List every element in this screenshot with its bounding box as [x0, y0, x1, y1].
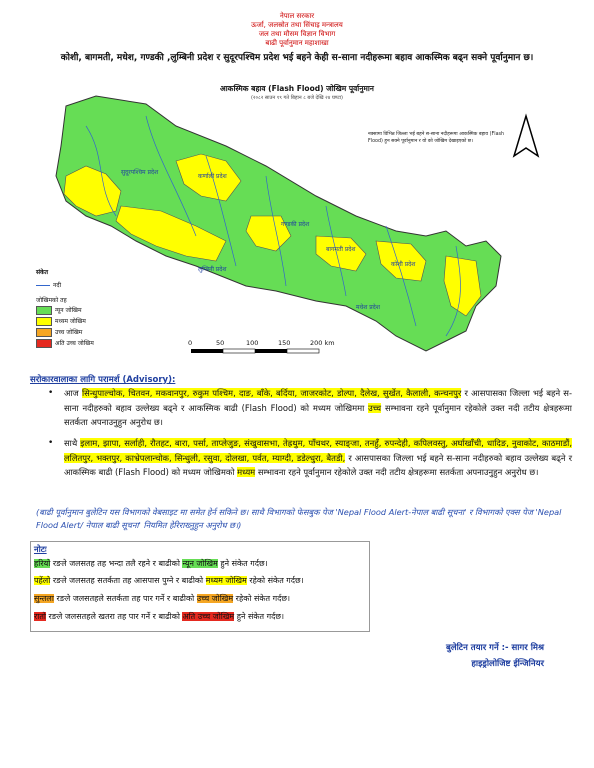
header-govt: नेपाल सरकार [279, 12, 315, 20]
note-text: रङले जलसतहले खतरा तह पार गर्ने र बाढीको [45, 612, 183, 621]
p1-post: सम्भावना रहने पूर्वानुमान रहेकोले उक्त नदी तटीय क्षेत्रहरूमा सतर्कता अपनाउनुहुन अनुरोध छ। [64, 402, 572, 427]
note-line-red [34, 610, 284, 624]
advisory-title: सरोकारवालाका लागि परामर्श (Advisory): [30, 375, 176, 385]
info-note: (बाढी पूर्वानुमान बुलेटिन यस विभागको वेबसाइट मा समेत हेर्न सकिने छ। साथै विभागको फेसबुक पेज 'Nepal Flood Alert-नेपाल बाढी सूचना' र विभागको एक्स पेज 'Nepal Flood Alert/ नेपाल बाढी सूचना' नियमित हेरिराख्नुहुन अनुरोध छ।) [36, 507, 562, 530]
yellow-label: पहेंलो [34, 576, 51, 585]
red-label: रातो [34, 612, 46, 621]
scale-bar [191, 349, 319, 353]
green-label: हरियो [34, 559, 51, 568]
province-label: कर्णाली प्रदेश [198, 173, 227, 180]
low-swatch-icon [36, 306, 52, 315]
legend-low [36, 306, 82, 315]
scale-label: 200 km [310, 339, 335, 347]
p1-mid: र आसपासका जिल्ला भई बहने स-साना नदीहरुको बहाव उल्लेख्य बढ्ने र आकस्मिक बाढी (Flash Flood) को मध्यम जोखिममा [64, 388, 572, 413]
bullet-icon: • [48, 438, 54, 448]
p2-districts: इलाम, झापा, सर्लाही, रौतहट, बारा, पर्सा, ताप्लेजुङ, संखुवासभा, तेह्रथुम, पाँचथर, स्याङ्जा, तनहुँ, रुपन्देही, कपिलवस्तु, अर्घाखाँची, धादिङ, नुवाकोट, काठमाडौं, ललितपुर, भक्तपुर, काभ्रेपलान्चोक, सिन्धुली, रसुवा, दोलखा, पर्वत, म्याग्दी, डडेल्धुरा, बैतडी, [64, 438, 572, 463]
medium-risk-label: मध्यम जोखिम [205, 576, 247, 585]
note-text: हुने संकेत गर्दछ। [217, 559, 268, 568]
notes-title: नोटः [34, 544, 47, 554]
legend-signs-title: संकेत [36, 269, 49, 276]
note-text: रङले जलसतह तह भन्दा तलै रहने र बाढीको [50, 559, 183, 568]
low-risk-label: न्यून जोखिम [182, 559, 218, 568]
map-note: नक्सामा विभिन्न जिल्ला भई बहने स-साना नदीहरूमा आकस्मिक बहाव (Flash Flood) हुन सक्ने पूर्वानुमान र यो को जोखिम देखाइएको छ। [368, 132, 505, 144]
p1-highlight: उच्च [368, 402, 382, 413]
legend-veryhigh [36, 339, 94, 348]
scale-label: 100 [246, 339, 259, 347]
legend-medium-label: मध्यम जोखिम [55, 318, 86, 325]
legend-veryhigh-label: अति उच्च जोखिम [55, 340, 94, 347]
province-label: मधेश प्रदेश [356, 304, 380, 311]
veryhigh-risk-label: अति उच्च जोखिम [182, 612, 235, 621]
header-ministry: ऊर्जा, जलस्रोत तथा सिंचाइ मन्त्रालय [251, 21, 343, 29]
province-label: लुम्बिनी प्रदेश [198, 266, 227, 273]
advisory-paragraph-1 [64, 386, 572, 430]
veryhigh-swatch-icon [36, 339, 52, 348]
headline: कोशी, बागमती, मधेश, गण्डकी ,लुम्बिनी प्रदेश र सुदूरपश्चिम प्रदेश भई बहने केही स-साना नदीहरूमा बहाव आकस्मिक बढ्न सक्ने पूर्वानुमान छ। [60, 53, 534, 63]
scale-label: 150 [278, 339, 291, 347]
high-swatch-icon [36, 328, 52, 337]
scale-label: 50 [216, 339, 225, 347]
advisory-paragraph-2 [64, 436, 572, 480]
signature-title: हाइड्रोलोजिष्ट ईन्जिनियर [471, 659, 544, 669]
high-risk-label: उच्च जोखिम [196, 594, 234, 603]
river-line-icon [36, 285, 50, 286]
header-division: बाढी पूर्वानुमान महाशाखा [265, 39, 329, 47]
orange-label: सुन्तला [34, 594, 54, 603]
p1-districts: सिन्धुपाल्चोक, चितवन, मकवानपुर, रुकुम पश्चिम, दाङ, बाँके, बर्दिया, जाजरकोट, डोल्पा, दैलेख, सुर्खेत, कैलाली, कन्चनपुर [81, 388, 462, 398]
legend-high-label: उच्च जोखिम [55, 329, 83, 336]
header-department: जल तथा मौसम विज्ञान विभाग [258, 30, 336, 38]
legend-river [36, 281, 61, 290]
legend-high [36, 328, 82, 337]
province-label: सुदूरपश्चिम प्रदेश [121, 169, 159, 176]
note-text: रहेको संकेत गर्दछ। [233, 594, 291, 603]
legend-risk-title: जोखिमको तह [36, 297, 67, 304]
p1-pre: आज [64, 388, 82, 398]
p2-mid: र आसपासका जिल्ला भई बहने स-साना नदीहरुको बहाव उल्लेख्य बढ्ने र आकस्मिक बाढी (Flash Flood) को मध्यम जोखिमको [64, 452, 572, 477]
note-text: रङले जलसतहले सतर्कता तह पार गर्ने र बाढीको [53, 594, 197, 603]
map-title: आकस्मिक बहाव (Flash Flood) जोखिम पूर्वानुमान [220, 84, 374, 93]
p2-highlight: मध्यम [237, 467, 256, 477]
scale-label: 0 [188, 339, 193, 347]
notes-box [30, 541, 370, 632]
signature-preparer: बुलेटिन तयार गर्ने :- सागर मिश्र [445, 643, 544, 653]
nepal-map [26, 66, 564, 366]
bullet-icon: • [48, 388, 54, 398]
note-line-green [34, 557, 268, 571]
note-text: रङले जलसतह सतर्कता तह आसपास पुग्ने र बाढीको [50, 576, 206, 585]
map-subtitle: (२०८२ साउन १९ गते बिहान ८ बजे देखि २४ घण्टा) [250, 95, 344, 101]
flood-risk-map [26, 66, 564, 366]
province-label: कोशी प्रदेश [391, 261, 416, 268]
province-label: बागमती प्रदेश [326, 246, 356, 253]
note-text: हुने संकेत गर्दछ। [234, 612, 285, 621]
legend-medium [36, 317, 86, 326]
note-text: रहेको संकेत गर्दछ। [246, 576, 304, 585]
p2-post: सम्भावना रहने पूर्वानुमान रहेकोले उक्त नदी तटीय क्षेत्रहरूमा सतर्कता अपनाउनुहुन अनुरोध छ। [255, 467, 539, 477]
legend-low-label: न्यून जोखिम [55, 307, 82, 314]
medium-swatch-icon [36, 317, 52, 326]
note-line-yellow [34, 574, 304, 588]
note-line-orange [34, 592, 290, 606]
p2-pre: साथै [64, 438, 81, 448]
province-label: गण्डकी प्रदेश [281, 221, 310, 228]
legend-river-label: नदी [53, 282, 62, 289]
